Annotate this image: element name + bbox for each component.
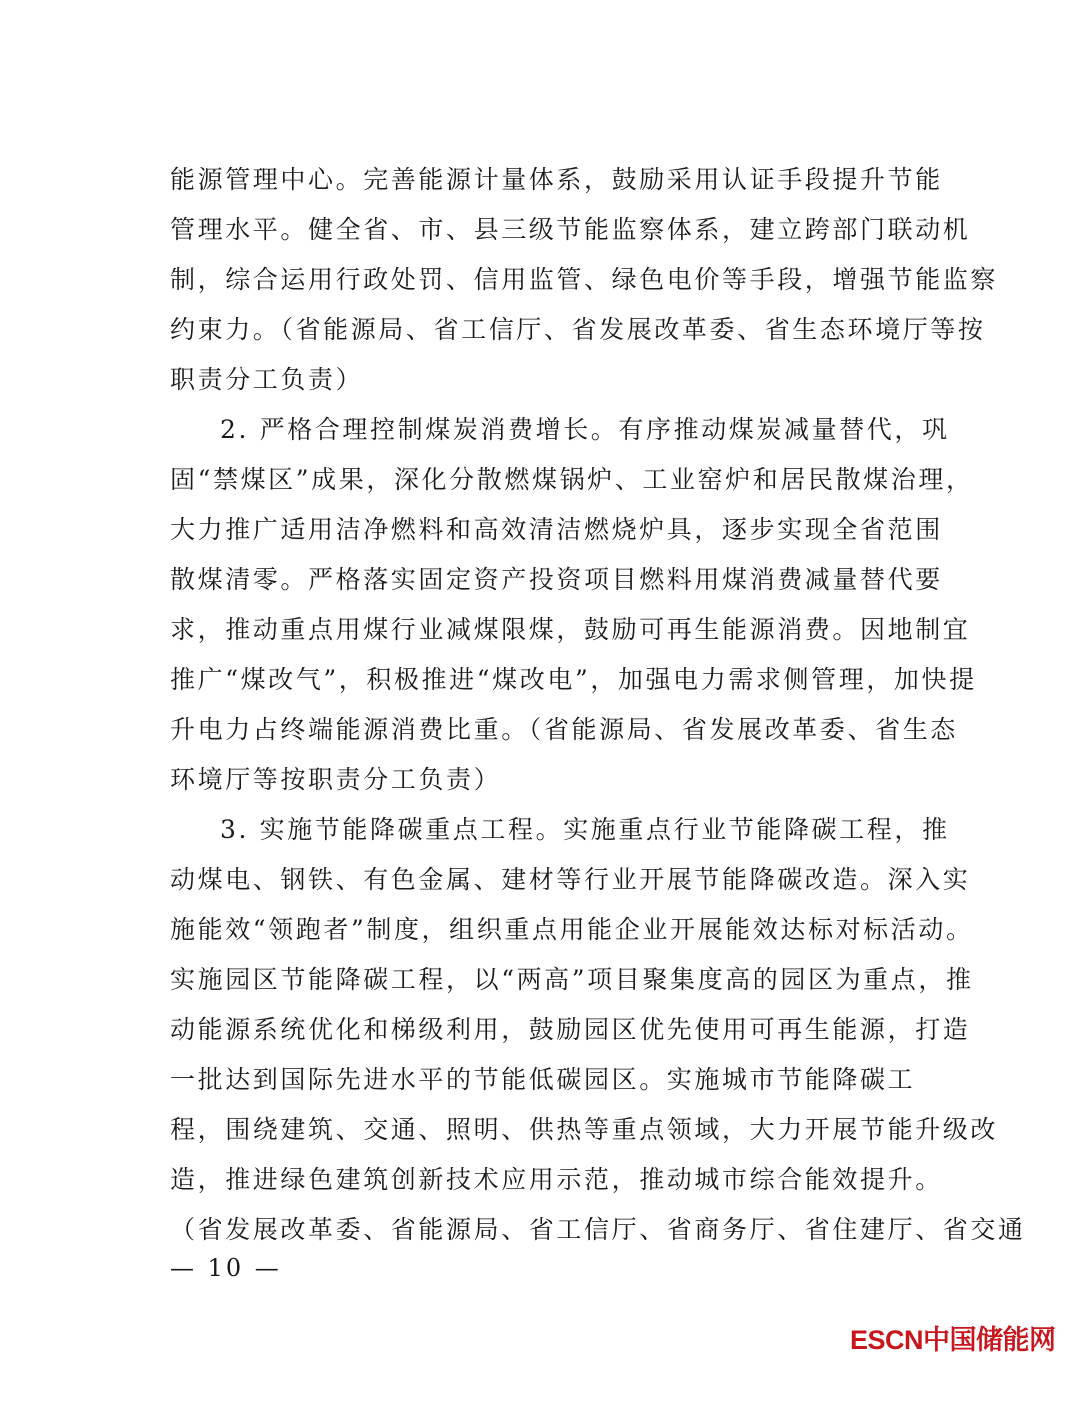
- text-line: 固“禁煤区”成果，深化分散燃煤锅炉、工业窑炉和居民散煤治理，: [170, 465, 974, 494]
- paragraph-1: [170, 155, 999, 405]
- text-line: 实施园区节能降碳工程，以“两高”项目聚集度高的园区为重点，推: [170, 965, 974, 994]
- text-line: 3. 实施节能降碳重点工程。实施重点行业节能降碳工程，推: [220, 815, 950, 844]
- text-line: 一批达到国际先进水平的节能低碳园区。实施城市节能降碳工: [170, 1065, 916, 1094]
- text-line: 职责分工负责）: [170, 365, 364, 394]
- text-line: 推广“煤改气”，积极推进“煤改电”，加强电力需求侧管理，加快提: [170, 665, 977, 694]
- text-line: 动能源系统优化和梯级利用，鼓励园区优先使用可再生能源，打造: [170, 1015, 971, 1044]
- text-line: 约束力。（省能源局、省工信厅、省发展改革委、省生态环境厅等按: [170, 315, 986, 344]
- text-line: 动煤电、钢铁、有色金属、建材等行业开展节能降碳改造。深入实: [170, 865, 971, 894]
- watermark-logo: ESCN中国储能网: [850, 1325, 1056, 1355]
- text-line: 程，围绕建筑、交通、照明、供热等重点领域，大力开展节能升级改: [170, 1115, 999, 1144]
- text-line: 环境厅等按职责分工负责）: [170, 765, 502, 794]
- text-line: 大力推广适用洁净燃料和高效清洁燃烧炉具，逐步实现全省范围: [170, 515, 943, 544]
- text-line: 2. 严格合理控制煤炭消费增长。有序推动煤炭减量替代，巩: [220, 415, 950, 444]
- page-number: — 10 —: [170, 1254, 282, 1282]
- text-line: 散煤清零。严格落实固定资产投资项目燃料用煤消费减量替代要: [170, 565, 943, 594]
- text-line: 造，推进绿色建筑创新技术应用示范，推动城市综合能效提升。: [170, 1165, 943, 1194]
- paragraph-3: [170, 805, 1026, 1255]
- text-line: 求，推动重点用煤行业减煤限煤，鼓励可再生能源消费。因地制宜: [170, 615, 971, 644]
- paragraph-2: [170, 405, 977, 805]
- text-line: 管理水平。健全省、市、县三级节能监察体系，建立跨部门联动机: [170, 215, 971, 244]
- text-line: （省发展改革委、省能源局、省工信厅、省商务厅、省住建厅、省交通: [170, 1215, 1026, 1244]
- text-line: 制，综合运用行政处罚、信用监管、绿色电价等手段，增强节能监察: [170, 265, 999, 294]
- document-body: [170, 155, 1026, 1255]
- text-line: 升电力占终端能源消费比重。（省能源局、省发展改革委、省生态: [170, 715, 958, 744]
- text-line: 能源管理中心。完善能源计量体系，鼓励采用认证手段提升节能: [170, 165, 943, 194]
- text-line: 施能效“领跑者”制度，组织重点用能企业开展能效达标对标活动。: [170, 915, 974, 944]
